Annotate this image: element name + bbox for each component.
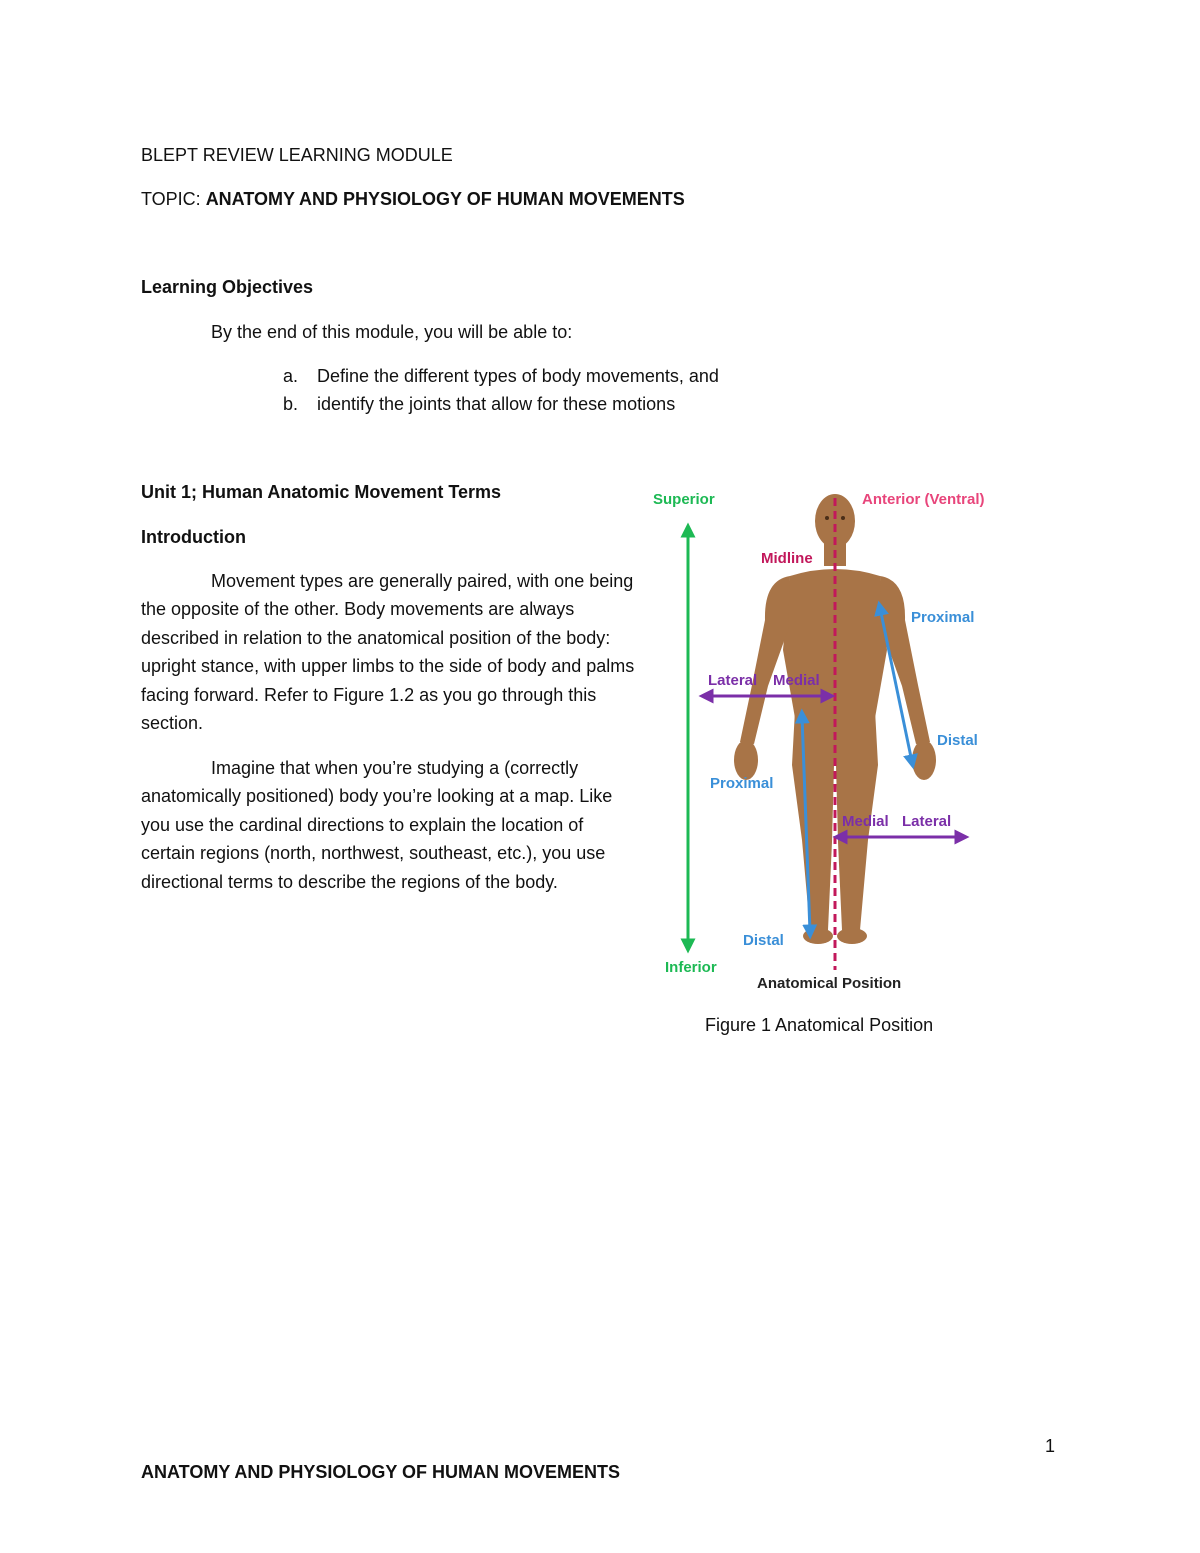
distal-leg-label: Distal (743, 932, 784, 949)
objectives-lead: By the end of this module, you will be able to: (211, 322, 573, 342)
eye-icon (825, 516, 829, 520)
paragraph-text: Imagine that when you’re studying a (correctly anatomically positioned) body you’re looking at a map. Like you use the cardinal directions to explain the location of certain regions (north, northwest, southeast, etc.), you use directional terms to describe the regions of the body. (141, 758, 613, 892)
anterior-label: Anterior (Ventral) (862, 491, 985, 508)
unit-title: Unit 1; Human Anatomic Movement Terms (141, 482, 502, 502)
topic-line (141, 189, 685, 210)
medial-left-label: Medial (773, 672, 820, 689)
list-item-text: Define the different types of body movements, and (317, 366, 719, 386)
footer-title: ANATOMY AND PHYSIOLOGY OF HUMAN MOVEMENTS (141, 1462, 621, 1482)
inferior-label: Inferior (665, 959, 717, 976)
intro-paragraph-2 (141, 754, 641, 896)
intro-paragraph-1 (141, 567, 641, 737)
figure-title: Anatomical Position (757, 975, 902, 992)
intro-heading: Introduction (141, 527, 246, 547)
lateral-right-label: Lateral (902, 813, 952, 830)
lateral-left-label: Lateral (708, 672, 758, 689)
eye-icon (841, 516, 845, 520)
list-marker: a. (283, 366, 299, 386)
list-marker: b. (283, 394, 299, 414)
figure-caption: Figure 1 Anatomical Position (705, 1015, 934, 1035)
midline-label: Midline (761, 550, 813, 567)
paragraph-text: Movement types are generally paired, with one being the opposite of the other. Body movements are always described in relation to the anatomical position of the body: upright stance, with upper limbs to the side of body and palms facing forward. Refer to Figure 1.2 as you go through this section. (141, 571, 635, 734)
distal-arm-label: Distal (937, 732, 978, 749)
topic-value: ANATOMY AND PHYSIOLOGY OF HUMAN MOVEMENTS (205, 189, 685, 209)
proximal-arm-label: Proximal (911, 609, 975, 626)
page-number: 1 (1045, 1436, 1056, 1456)
superior-label: Superior (653, 491, 715, 508)
topic-prefix: TOPIC: (141, 189, 206, 209)
anatomical-position-figure (640, 480, 1020, 1000)
proximal-leg-label: Proximal (710, 775, 774, 792)
list-item-text: identify the joints that allow for these motions (317, 394, 676, 414)
objectives-heading: Learning Objectives (141, 277, 314, 297)
medial-right-label: Medial (842, 813, 889, 830)
module-title: BLEPT REVIEW LEARNING MODULE (141, 145, 453, 165)
